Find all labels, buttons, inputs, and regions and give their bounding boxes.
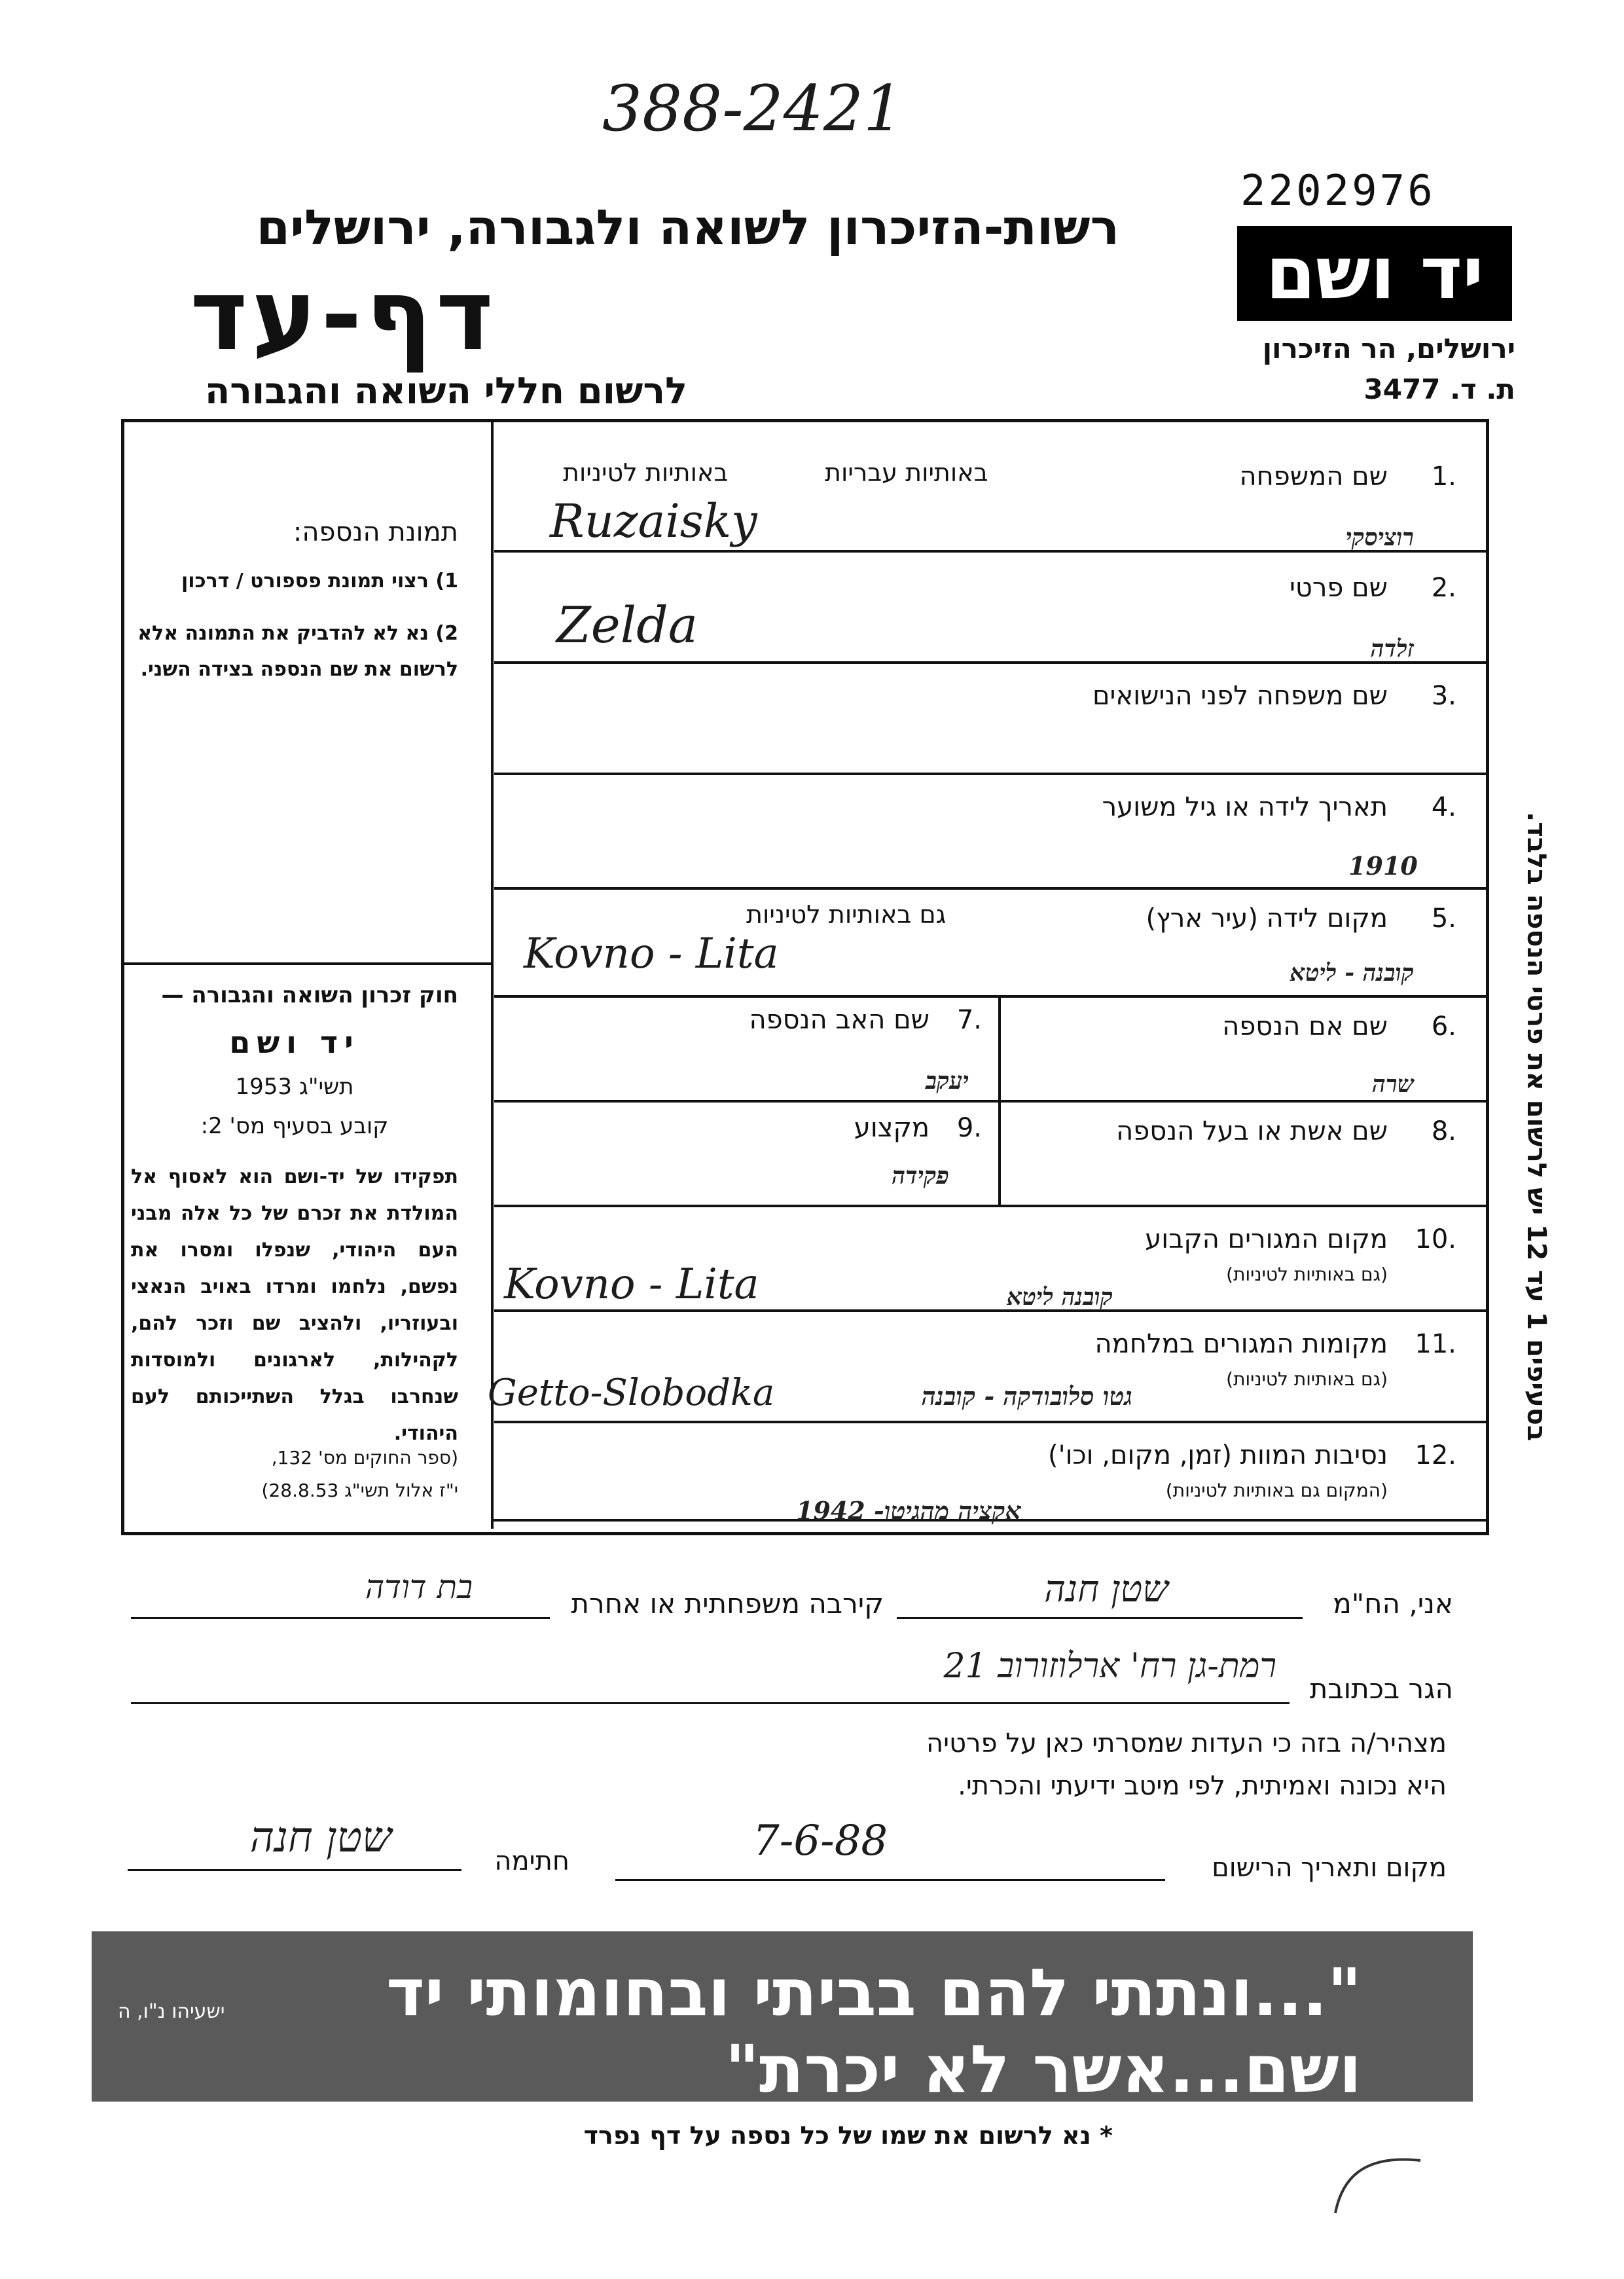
father-name-value: יעקב: [925, 1067, 969, 1095]
banner-source: ישעיהו נ"ו, ה: [118, 2000, 225, 2023]
wartime-residence-hebrew: גטו סלובודקה - קובנה: [921, 1381, 1132, 1411]
mother-name-label: שם אם הנספה: [1222, 1012, 1388, 1042]
file-number: 388-2421: [602, 72, 903, 145]
form-title: דף-עד: [190, 259, 497, 373]
col-divider: [998, 1100, 1001, 1205]
row-divider: [494, 1100, 1486, 1103]
yad-vashem-logo: יד ושם: [1237, 226, 1512, 321]
row-divider: [494, 773, 1486, 775]
birth-place-hebrew: קובנה - ליטא: [1290, 959, 1414, 987]
place-date-value: 7-6-88: [753, 1817, 888, 1865]
death-circumstances-sublabel: (המקום גם באותיות לטיניות): [1165, 1480, 1388, 1501]
death-circumstances-value: אקציה מהגיטו- 1942: [795, 1496, 1021, 1525]
permanent-residence-latin: Kovno - Lita: [504, 1260, 759, 1309]
law-name: יד ושם: [229, 1025, 360, 1060]
relation-value: בת דודה: [365, 1568, 473, 1606]
birth-place-latin: Kovno - Lita: [524, 930, 779, 978]
statement-line-1: מצהיר/ה בזה כי העדות שמסרתי כאן על פרטיה: [926, 1728, 1447, 1759]
signature-label: חתימה: [494, 1846, 569, 1876]
father-name-label: שם האב הנספה: [749, 1005, 929, 1035]
wartime-residence-label: מקומות המגורים במלחמה: [1094, 1329, 1388, 1359]
law-text: תפקידו של יד-ושם הוא לאסוף אל המולדת את זכרם של כל אלה מבני העם היהודי, שנפלו ומסרו את נפשם, נלחמו ומרדו באויב הנאצי ובעוזריו, ולהציב שם וזכר להם, לקהילות, לארגונים ולמוסדות שנחרבו בגלל השתייכותם לעם היהודי.: [131, 1165, 458, 1445]
photo-note-1: 1) רצוי תמונת פספורט / דרכון: [181, 570, 458, 593]
banner-quote: "...ונתתי להם בביתי ובחומותי יד ושם...אשר לא יכרת": [386, 1954, 1362, 2107]
first-name-hebrew: זלדה: [1370, 635, 1414, 663]
field-number: .5: [1431, 903, 1456, 934]
field-number: .1: [1431, 462, 1456, 492]
maiden-name-label: שם משפחה לפני הנישואים: [1092, 681, 1388, 711]
family-name-hebrew: רוציסקי: [1345, 524, 1414, 551]
permanent-residence-label: מקום המגורים הקבוע: [1145, 1224, 1388, 1254]
relation-label: קירבה משפחתית או אחרת: [571, 1588, 884, 1620]
declarant-label: אני, הח"מ: [1333, 1588, 1453, 1620]
occupation-label: מקצוע: [854, 1113, 929, 1143]
pen-mark: [1322, 2141, 1453, 2219]
address-value: רמת-גן רח' ארלוזורוב 21: [943, 1647, 1276, 1686]
field-number: .10: [1415, 1224, 1456, 1254]
also-latin-col-header: גם באותיות לטיניות: [746, 900, 947, 929]
side-divider: [124, 962, 491, 965]
first-name-label: שם פרטי: [1289, 573, 1388, 603]
law-year: תשי"ג 1953: [235, 1074, 354, 1100]
death-circumstances-label: נסיבות המוות (זמן, מקום, וכו'): [1048, 1440, 1388, 1470]
field-number: .2: [1431, 573, 1456, 603]
field-number: .11: [1415, 1329, 1456, 1359]
law-reference-2: י"ז אלול תשי"ג 28.8.53): [261, 1480, 458, 1501]
birth-date-value: 1910: [1348, 851, 1418, 881]
row-divider: [494, 995, 1486, 998]
vertical-note-text: בסעיפים 1 עד 12 יש לרשום את פרטי הנספה בלבד.: [1521, 812, 1551, 1442]
mother-name-value: שרה: [1372, 1070, 1414, 1098]
law-reference-1: (ספר החוקים מס' 132,: [271, 1447, 458, 1468]
col-divider: [998, 995, 1001, 1100]
birth-place-label: מקום לידה (עיר ארץ): [1146, 903, 1388, 934]
declarant-line: [897, 1617, 1303, 1619]
address-label: הגר בכתובת: [1309, 1673, 1453, 1705]
signature-value: שטן חנה: [249, 1814, 392, 1862]
footnote: * נא לרשום את שמו של כל נספה על דף נפרד: [583, 2121, 1113, 2150]
statement-line-2: היא נכונה ואמיתית, לפי מיטב ידיעתי והכרתי.: [958, 1771, 1447, 1801]
permanent-residence-sublabel: (גם באותיות לטיניות): [1226, 1264, 1388, 1285]
row-divider: [494, 1205, 1486, 1207]
photo-title: תמונת הנספה:: [293, 517, 458, 547]
declarant-value: שטן חנה: [1044, 1568, 1168, 1611]
signature-line: [128, 1869, 461, 1871]
field-number: .4: [1431, 792, 1456, 822]
first-name-latin: Zelda: [556, 596, 698, 654]
field-number: .6: [1431, 1012, 1456, 1042]
row-divider: [494, 887, 1486, 890]
form-subtitle: לרשום חללי השואה והגבורה: [204, 370, 687, 412]
vertical-note: [1512, 812, 1551, 1597]
latin-col-header: באותיות לטיניות: [563, 458, 729, 487]
family-name-latin: Ruzaisky: [550, 494, 757, 548]
spouse-name-label: שם אשת או בעל הנספה: [1116, 1116, 1388, 1146]
address-line: [131, 1702, 1290, 1704]
family-name-label: שם המשפחה: [1239, 462, 1388, 492]
photo-note-2: 2) נא לא להדביק את התמונה אלא לרשום את שם הנספה בצידה השני.: [137, 622, 458, 681]
law-title: חוק זכרון השואה והגבורה —: [161, 982, 458, 1008]
row-divider: [494, 1421, 1486, 1423]
field-number: .12: [1415, 1440, 1456, 1470]
org-title: רשות-הזיכרון לשואה ולגבורה, ירושלים: [256, 200, 1119, 256]
law-section: קובע בסעיף מס' 2:: [200, 1113, 389, 1139]
birth-date-label: תאריך לידה או גיל משוער: [1102, 792, 1388, 822]
wartime-residence-latin: Getto-Slobodka: [488, 1372, 775, 1414]
field-number: .3: [1431, 681, 1456, 711]
field-number: .9: [956, 1113, 982, 1143]
occupation-value: פקידה: [892, 1162, 949, 1190]
logo-pobox: ת. ד. 3477: [1363, 373, 1515, 405]
field-number: .8: [1431, 1116, 1456, 1146]
field-number: .7: [956, 1005, 982, 1035]
wartime-residence-sublabel: (גם באותיות לטיניות): [1226, 1368, 1388, 1390]
document-id: 2202976: [1240, 167, 1435, 215]
hebrew-col-header: באותיות עבריות: [825, 458, 988, 487]
place-date-line: [615, 1879, 1165, 1881]
permanent-residence-hebrew: קובנה ליטא: [1007, 1283, 1113, 1311]
place-date-label: מקום ותאריך הרישום: [1212, 1853, 1447, 1883]
relation-line: [131, 1617, 550, 1619]
logo-address: ירושלים, הר הזיכרון: [1262, 333, 1515, 365]
